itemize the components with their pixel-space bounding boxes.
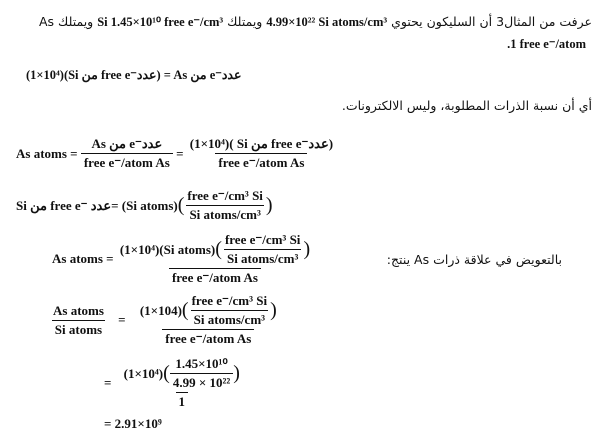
equation-as-electrons: (1×10⁴)(Si من free e⁻عدد) = As من e⁻عدد	[26, 68, 242, 82]
intro-line-1	[39, 14, 592, 30]
eq4-num-coeff: (1×10⁴)(Si atoms)	[119, 241, 216, 257]
eq5-num-coeff: (1×104)	[139, 302, 182, 318]
equation-substituted-values	[104, 356, 243, 410]
equation-si-free-electrons	[16, 188, 273, 223]
eq6-denominator: 1	[176, 392, 189, 410]
eq6-num-coeff: (1×10⁴)	[123, 365, 164, 381]
eq4-inner-fraction	[222, 232, 304, 267]
eq6-inner-denominator: 4.99 × 10²²	[170, 373, 233, 391]
eq2-f2-denominator: free e⁻/atom As	[215, 153, 307, 171]
eq3-fraction	[184, 188, 266, 223]
equation-as-atoms-2	[52, 232, 313, 286]
eq5-lhs-fraction	[50, 303, 107, 338]
eq5-inner-numerator: free e⁻/cm³ Si	[191, 293, 268, 308]
close-paren: )	[233, 361, 240, 384]
intro-text-b: ويمتلك	[223, 14, 267, 29]
intro-text-a: عرفت من المثال3 أن السليكون يحتوي	[387, 14, 592, 29]
eq3-lhs: Si من free e⁻ عدد= (Si atoms)	[16, 197, 178, 213]
equation-as-atoms-1	[16, 136, 336, 171]
eq2-equals: =	[176, 145, 184, 161]
intro-si-atoms: 4.99×10²² Si atoms/cm³	[266, 15, 388, 29]
eq5-denominator: free e⁻/atom As	[162, 329, 254, 347]
eq6-numerator	[121, 356, 243, 392]
eq2-fraction-2	[187, 136, 336, 171]
open-paren: (	[177, 193, 185, 216]
close-paren: )	[265, 193, 273, 216]
eq6-inner-fraction	[170, 356, 233, 391]
open-paren: (	[215, 237, 222, 260]
eq5-inner-fraction	[189, 293, 271, 328]
eq4-inner-denominator: Si atoms/cm³	[224, 249, 301, 267]
eq2-f1-numerator: As من e⁻عدد	[91, 136, 163, 151]
eq3-denominator: Si atoms/cm³	[186, 205, 263, 223]
eq6-inner-numerator: 1.45×10¹⁰	[175, 356, 228, 371]
eq6-equals: =	[104, 375, 112, 390]
close-paren: )	[270, 298, 277, 321]
eq2-f2-numerator: (1×10⁴)( Si من free e⁻عدد)	[189, 136, 334, 151]
equation-atom-ratio	[50, 293, 280, 347]
eq2-fraction-1	[81, 136, 173, 171]
eq5-equals: =	[118, 312, 126, 327]
eq2-f1-denominator: free e⁻/atom As	[81, 153, 173, 171]
intro-line-2: .1 free e⁻/atom	[507, 37, 586, 51]
eq4-inner-numerator: free e⁻/cm³ Si	[224, 232, 301, 247]
eq6-fraction	[121, 356, 243, 410]
open-paren: (	[163, 361, 170, 384]
eq5-inner-denominator: Si atoms/cm³	[191, 310, 268, 328]
eq4-denominator: free e⁻/atom As	[169, 268, 261, 286]
intro-text-c: ويمتلك As	[38, 14, 98, 29]
eq4-numerator	[117, 232, 313, 268]
open-paren: (	[181, 298, 189, 321]
eq5-numerator	[137, 293, 280, 329]
eq4-lhs: As atoms =	[52, 251, 114, 266]
eq2-lhs: As atoms =	[16, 145, 78, 161]
eq5-lhs-numerator: As atoms	[53, 302, 104, 318]
intro-free-electrons: Si 1.45×10¹⁰ free e⁻/cm³	[97, 15, 224, 29]
close-paren: )	[303, 237, 311, 260]
eq3-numerator: free e⁻/cm³ Si	[187, 188, 263, 203]
substitution-label: بالتعويض في علاقة ذرات As ينتج:	[386, 252, 562, 267]
eq5-lhs-denominator: Si atoms	[52, 320, 105, 338]
eq5-fraction	[137, 293, 280, 347]
final-result: = 2.91×10⁹	[104, 416, 162, 431]
ratio-note: أي أن نسبة الذرات المطلوبة، وليس الالكترونات.	[341, 98, 592, 113]
eq4-fraction	[117, 232, 313, 286]
